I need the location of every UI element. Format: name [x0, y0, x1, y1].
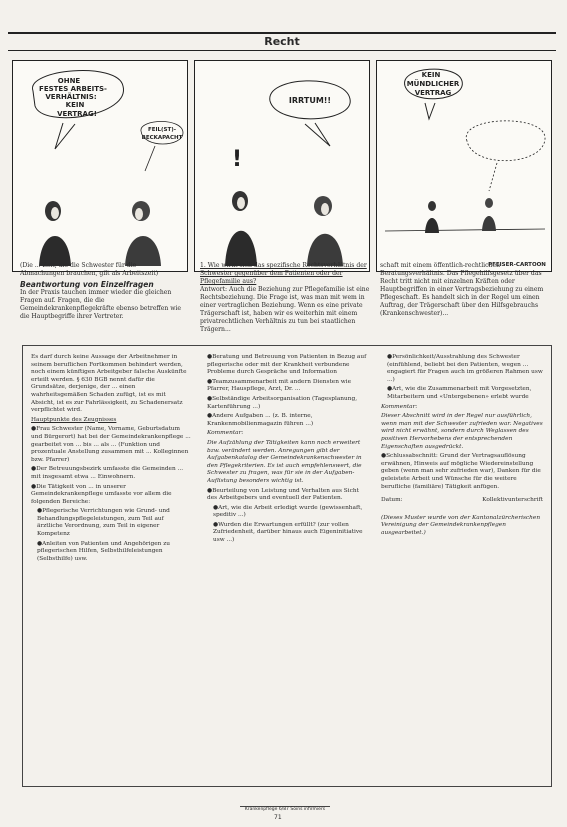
figure-right [307, 196, 343, 266]
bubble1-line2: FESTES ARBEITS- [39, 85, 107, 93]
box-col1-bullet-2: ● Der Betreuungsbezirk umfasste die Gemeinden ... mit insgesamt etwa ... Einwohnern. [31, 466, 191, 481]
section-header [8, 32, 556, 51]
figure-left [225, 191, 257, 266]
article-column-3 [380, 262, 550, 334]
figure-left [425, 201, 439, 233]
figure-left [39, 201, 71, 266]
column2-body: Antwort: Auch die Beziehung zur Pflegefamilie ist eine Rechtsbeziehung. Die Frage ist, was man mit wem in einer vertraglichen Beziehung. Wenn es eine private Trägerschaft ist, haben wir es weiterhin mit einem privatrechtlichen Verhältnis zu tun bei staatlichen Trägern... [200, 286, 370, 333]
box-col1-sub-1: ● Pflegerische Verrichtungen wie Grund- und Behandlungspflegeleistungen, zum Teil auf ärztliche Verordnung, zum Teil in eigener Kompetenz [31, 508, 191, 538]
cartoon-drawing-1 [13, 61, 187, 271]
box-col2-kommentar-label: Kommentar: [207, 430, 244, 437]
cartoon-panel-2 [194, 60, 370, 272]
figure-right [482, 198, 496, 231]
column2-lead: 1. Wie wirkt sich das spezifische Rechtsverhältnis der Schwester gegenüber dem Patienten oder der Pflegefamilie aus? [200, 262, 367, 285]
box-col2-sub-2: ● Wurden die Erwartungen erfüllt? (zur vollen Zufriedenheit, darüber hinaus auch Eigeninitiative usw ...) [207, 522, 367, 545]
box-col2-bullet-2: ● Teamzusammenarbeit mit andern Diensten wie Pfarrer, Hauspflege, Arzt, Dr. ... [207, 379, 367, 394]
cartoon-panel-1 [12, 60, 188, 272]
box-col1-heading: Hauptpunkte des Zeugnisses [31, 416, 117, 423]
column3-body: schaft mit einem öffentlich-rechtlichen Beratungsverhältnis. Das Pflegehilfsgesetz über das Recht tritt nicht mit einzelnen Kräften oder Hauptbegriffen in einer Vertragsbeziehung zu einem Pflegeschaft. Es handelt sich in der Regel um einen Auftrag, der Trägerschaft über den Hilfsgebrauchs (Krankenschwester)... [380, 262, 544, 317]
box-col3-kommentar-label: Kommentar: [381, 403, 418, 410]
bubble3-line1: KEIN [421, 71, 441, 79]
bubble1-line4: KEIN [65, 101, 85, 109]
box-column-1 [31, 354, 191, 774]
box-col2-bullet-5: ● Beurteilung von Leistung und Verhalten aus Sicht des Arbeitgebers und eventuell der Patienten. [207, 488, 367, 503]
box-col3-bullet-1: ● Schlussabschnitt: Grund der Vertragsauflösung erwähnen, Hinweis auf mögliche Wiedereinstellung geben (wenn man sehr zufrieden war), Danken für die geleistete Arbeit und Wünsche für die weitere berufliche (familiäre) Tätigkeit anfügen. [381, 453, 543, 491]
bubble3-line3: VERTRAG [414, 89, 452, 97]
bubble3-line2: MÜNDLICHER [406, 80, 460, 88]
cartoon-panel-3 [376, 60, 552, 272]
box-col1-intro: Es darf durch keine Aussage der Arbeitnehmer in seinem beruflichen Fortkommen behindert werden, noch einem künftigen Arbeitgeber falsche Auskünfte erteilt werden. § 630 BGB nennt dafür die Grundsätze, derjenige, der ... einen wahrheitsgemäßen Schaden zufügt, ist es mit Absicht, ist es zur Fahrlässigkeit, zu Schadenersatz verpflichtet wird. [31, 354, 187, 414]
footer-publication: Krankenpflege 6/87 Soins infirmiers [240, 806, 330, 812]
box-col2-bullet-1: ● Beratung und Betreuung von Patienten in Bezug auf pflegerische oder mit der Krankheit verbundene Probleme durch Gespräche und Information [207, 354, 367, 377]
cartoon-drawing-2 [195, 61, 369, 271]
column1-body: In der Praxis tauchen immer wieder die gleichen Fragen auf. Fragen, die die Gemeindekrankenpflegekräfte ebenso betreffen wie die Hauptbegriffe ihrer Vertreter. [20, 289, 182, 320]
bubble1-line3: VERHÄLTNIS: [45, 93, 97, 101]
box-col2-sub-1: ● Art, wie die Arbeit erledigt wurde (gewissenhaft, speditiv ...) [207, 505, 367, 520]
box-col2-bullet-4: ● Andere Aufgaben ... (z. B. interne, Krankenmobilienmagazin führen ...) [207, 413, 367, 428]
box-column-2 [207, 354, 367, 774]
figure-right [125, 201, 161, 266]
bubble1-line5: VERTRAG! [57, 110, 97, 118]
bubble1-small-line1: FEIL(ST)- [147, 127, 177, 133]
box-col1-bullet-3: ● Die Tätigkeit von ... in unserer Gemeindekrankenpflege umfasste vor allem die folgenden Bereiche: [31, 484, 191, 507]
article-column-1 [20, 262, 182, 334]
column1-subhead: Beantwortung von Einzelfragen [20, 280, 154, 289]
box-col1-bullet-1: ● Frau Schwester (Name, Vorname, Geburtsdatum und Bürgerort) hat bei der Gemeindekrankenpflege ... gearbeitet von ... bis ... als ... (Funktion und prozentuale Anstellung zusammen mit ... Kolleginnen bzw. Pfarrer) [31, 426, 191, 464]
box-col2-bullet-3: ● Selbständige Arbeitsorganisation (Tagesplanung, Kartenführung ...) [207, 396, 367, 411]
bubble1-small-line2: BECKAPACHT [141, 135, 183, 141]
page-number: 71 [274, 814, 282, 821]
cartoonist-signature: PFEISER-CARTOON [488, 262, 546, 268]
exclaim-mark: ! [231, 147, 243, 172]
box-col1-sub-2: ● Anleiten von Patienten und Angehörigen zu pflegerischen Hilfen, Selbsthilfeleistungen (Selbsthilfe) usw. [31, 541, 191, 564]
box-col3-note: (Dieses Muster wurde von der Kantonalzürcherischen Vereinigung der Gemeindekrankenpflegen ausgearbeitet.) [381, 514, 541, 536]
datum-label: Datum: [381, 497, 403, 504]
cartoon-drawing-3 [377, 61, 551, 271]
bubble2-text: IRRTUM!! [288, 96, 332, 105]
box-col3-signature-row [381, 497, 543, 505]
box-col2-kommentar: Die Aufzählung der Tätigkeiten kann noch erweitert bzw. verändert werden. Anregungen gibt der Aufgabenkatalog der Gemeindekrankenschwester in den Pflegekriterien. Es ist auch empfehlenswert, die Schwester zu fragen, was für sie in der Aufgaben-Auflistung besonders wichtig ist. [207, 439, 362, 484]
section-title: Recht [264, 35, 300, 48]
box-col3-kommentar: Dieser Abschnitt wird in der Regel nur ausführlich, wenn man mit der Schwester zufrieden war. Negatives wird nicht erwähnt, sondern durch Weglassen des positiven Hervorhebens der entsprechenden Eigenschaften ausgedrückt. [381, 413, 543, 450]
article-column-2 [200, 262, 370, 334]
bubble1-line1: OHNE [57, 77, 81, 85]
sample-certificate-box [22, 345, 552, 787]
box-col3-sub-2: ● Art, wie die Zusammenarbeit mit Vorgesetzten, Mitarbeitern und «Untergebenen» erlebt wurde [381, 386, 543, 401]
box-column-3 [381, 354, 543, 774]
signature-label: Kollektivunterschrift [482, 497, 543, 504]
box-col3-sub-1: ● Persönlichkeit/Ausstrahlung des Schwester (einfühlend, beliebt bei den Patienten, wegen ... engagiert für Fragen auch im größeren Rahmen usw ...) [381, 354, 543, 384]
column1-intro: (Die ... Zeit, die die Schwester für die Abmachungen brauchen, gilt als Arbeitszeit) [20, 262, 159, 277]
